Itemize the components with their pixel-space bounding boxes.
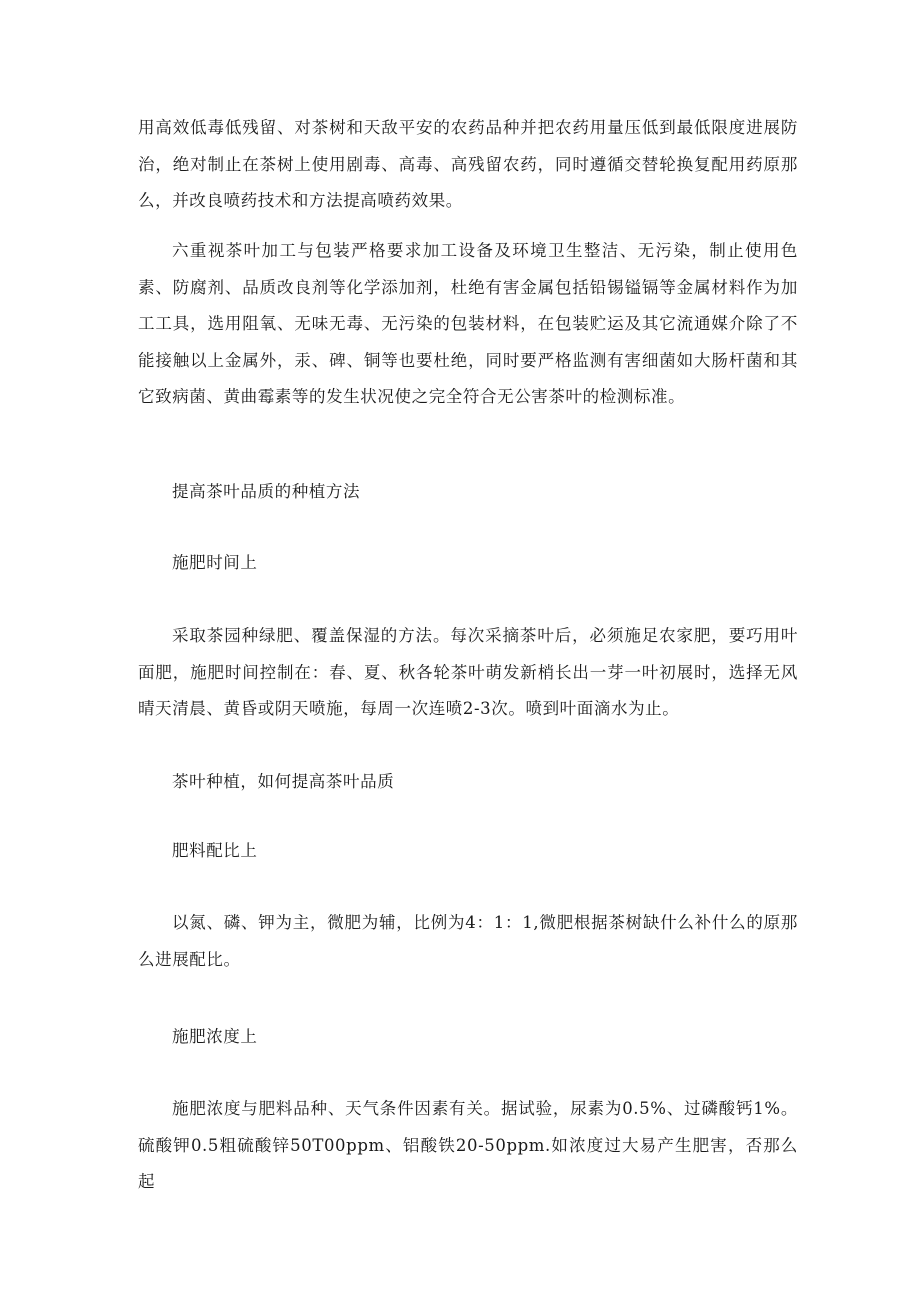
heading-fertilizer-concentration: 施肥浓度上 <box>172 1027 258 1046</box>
heading-planting-methods: 提高茶叶品质的种植方法 <box>172 482 361 501</box>
heading-fertilizing-time: 施肥时间上 <box>172 553 258 572</box>
paragraph-processing-packaging: 六重视茶叶加工与包装严格要求加工设备及环境卫生整洁、无污染，制止使用色素、防腐剂、品质改良剂等化学添加剂，杜绝有害金属包括铅锡镒镉等金属材料作为加工工具，选用阻氧、无味无毒、无污染的包装材料，在包装贮运及其它流通媒介除了不能接触以上金属外，汞、碑、铜等也要杜绝，同时要严格监测有害细菌如大肠杆菌和其它致病菌、黄曲霉素等的发生状况使之完全符合无公害茶叶的检测标准。 <box>138 241 798 406</box>
paragraph-pesticide-use: 用高效低毒低残留、对茶树和天敌平安的农药品种并把农药用量压低到最低限度进展防治，绝对制止在茶树上使用剧毒、高毒、高残留农药，同时遵循交替轮换复配用药原那么，并改良喷药技术和方法提高喷药效果。 <box>138 118 798 210</box>
paragraph-fertilizing-time: 采取茶园种绿肥、覆盖保湿的方法。每次采摘茶叶后，必须施足农家肥，要巧用叶面肥，施肥时间控制在：春、夏、秋各轮茶叶萌发新梢长出一芽一叶初展时，选择无风晴天清晨、黄昏或阴天喷施，每周一次连喷2-3次。喷到叶面滴水为止。 <box>138 626 798 718</box>
heading-tea-planting-quality: 茶叶种植，如何提高茶叶品质 <box>172 772 395 791</box>
paragraph-fertilizer-ratio: 以氮、磷、钾为主，微肥为辅，比例为4：1：1,微肥根据茶树缺什么补什么的原那么进展配比。 <box>138 913 798 969</box>
heading-fertilizer-ratio: 肥料配比上 <box>172 841 258 860</box>
paragraph-fertilizer-concentration: 施肥浓度与肥料品种、天气条件因素有关。据试验，尿素为0.5%、过磷酸钙1%。硫酸钾0.5粗硫酸锌50T00ppm、铝酸铁20-50ppm.如浓度过大易产生肥害，否那么起 <box>138 1099 798 1191</box>
